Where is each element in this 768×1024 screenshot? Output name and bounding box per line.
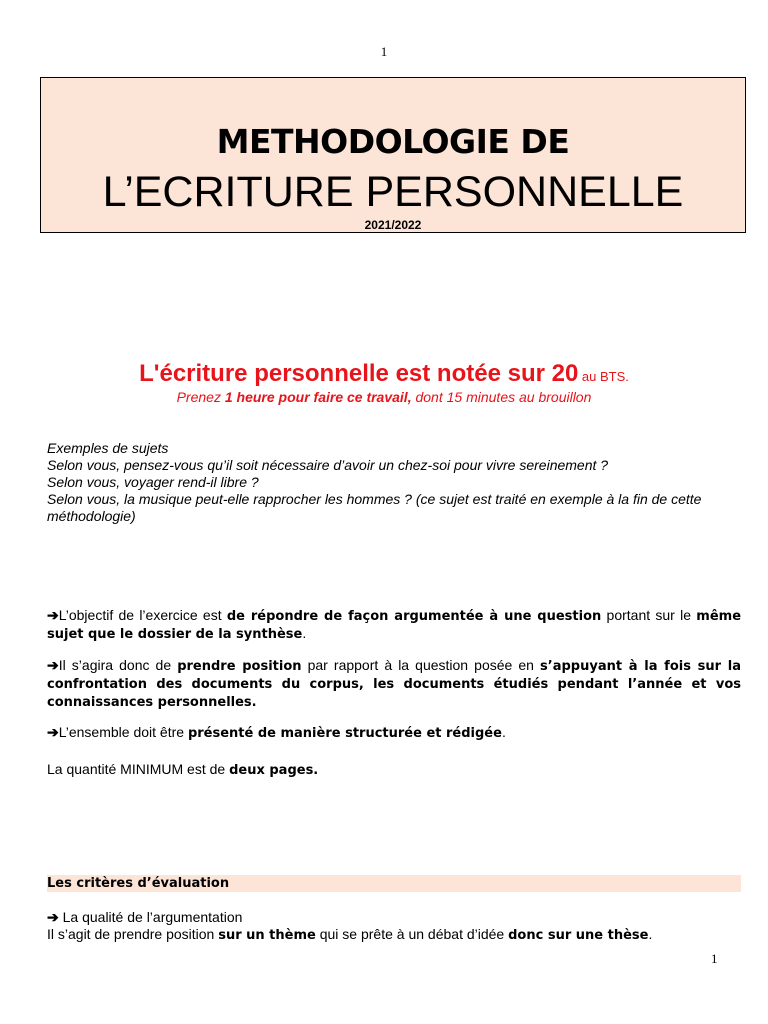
example-item: Selon vous, voyager rend-il libre ? — [47, 474, 259, 490]
crit-t1: Il s’agit de prendre position — [47, 926, 219, 942]
title-box — [40, 77, 746, 233]
arrow-icon: ➔ — [47, 724, 59, 740]
title-line-1: METHODOLOGIE DE — [216, 122, 570, 161]
crit-b2: donc sur une thèse — [508, 928, 649, 943]
paragraph-ensemble — [47, 724, 741, 742]
arrow-icon: ➔ — [47, 607, 59, 623]
intro-subtitle — [0, 389, 768, 405]
criteria-item-1: La qualité de l’argumentation — [58, 909, 243, 925]
p2-b1: prendre position — [177, 659, 302, 674]
crit-t3: . — [648, 926, 653, 942]
intro-heading-suffix: au BTS. — [578, 369, 629, 384]
example-item: Selon vous, la musique peut-elle rapprocher les hommes ? (ce sujet est traité en exemple à la fin de cette méthodologie) — [47, 491, 702, 524]
intro-sub-post: dont 15 minutes au brouillon — [411, 389, 592, 405]
p3-b1: présenté de manière structurée et rédigée — [187, 726, 502, 741]
examples-block — [47, 440, 744, 525]
intro-sub-pre: Prenez — [176, 389, 225, 405]
examples-heading: Exemples de sujets — [47, 440, 169, 456]
page-number-bottom: 1 — [711, 951, 718, 966]
p2-t1: Il s’agira donc de — [58, 657, 178, 673]
paragraph-quantite — [47, 761, 741, 779]
paragraph-objectif — [47, 607, 741, 643]
p3-t1: L’ensemble doit être — [58, 724, 188, 740]
intro-heading-text: L'écriture personnelle est notée sur 20 — [139, 360, 579, 387]
intro-sub-bold: 1 heure pour faire ce travail, — [224, 389, 412, 405]
p4-t1: La quantité MINIMUM est de — [47, 761, 230, 777]
page-number-top: 1 — [380, 44, 388, 59]
p1-t3: . — [302, 625, 307, 641]
p2-t2: par rapport à la question posée en — [301, 657, 541, 673]
title-year: 2021/2022 — [364, 218, 422, 232]
p1-t2: portant sur le — [601, 607, 697, 623]
arrow-icon: ➔ — [47, 909, 59, 925]
p1-b2: même sujet que le dossier de la synthèse — [47, 609, 742, 642]
intro-heading — [0, 360, 768, 388]
crit-t2: qui se prête à un débat d’idée — [315, 926, 509, 942]
title-line-2: L’ECRITURE PERSONNELLE — [102, 168, 684, 216]
example-item: Selon vous, pensez-vous qu’il soit nécessaire d’avoir un chez-soi pour vivre sereinement ? — [47, 457, 609, 473]
p1-t1: L’objectif de l’exercice est — [58, 607, 227, 623]
p3-t2: . — [501, 724, 506, 740]
criteria-text — [47, 926, 741, 944]
p4-b1: deux pages. — [229, 763, 319, 778]
criteria-item — [47, 909, 741, 926]
paragraph-position — [47, 657, 741, 711]
crit-b1: sur un thème — [218, 928, 316, 943]
arrow-icon: ➔ — [47, 657, 59, 673]
p2-b2: s’appuyant à la fois sur la confrontation des documents du corpus, les documents étudiés pendant l’année et vos connaissances personnelles. — [47, 659, 742, 710]
p1-b1: de répondre de façon argumentée à une question — [226, 609, 602, 624]
criteria-heading: Les critères d’évaluation — [47, 875, 741, 892]
